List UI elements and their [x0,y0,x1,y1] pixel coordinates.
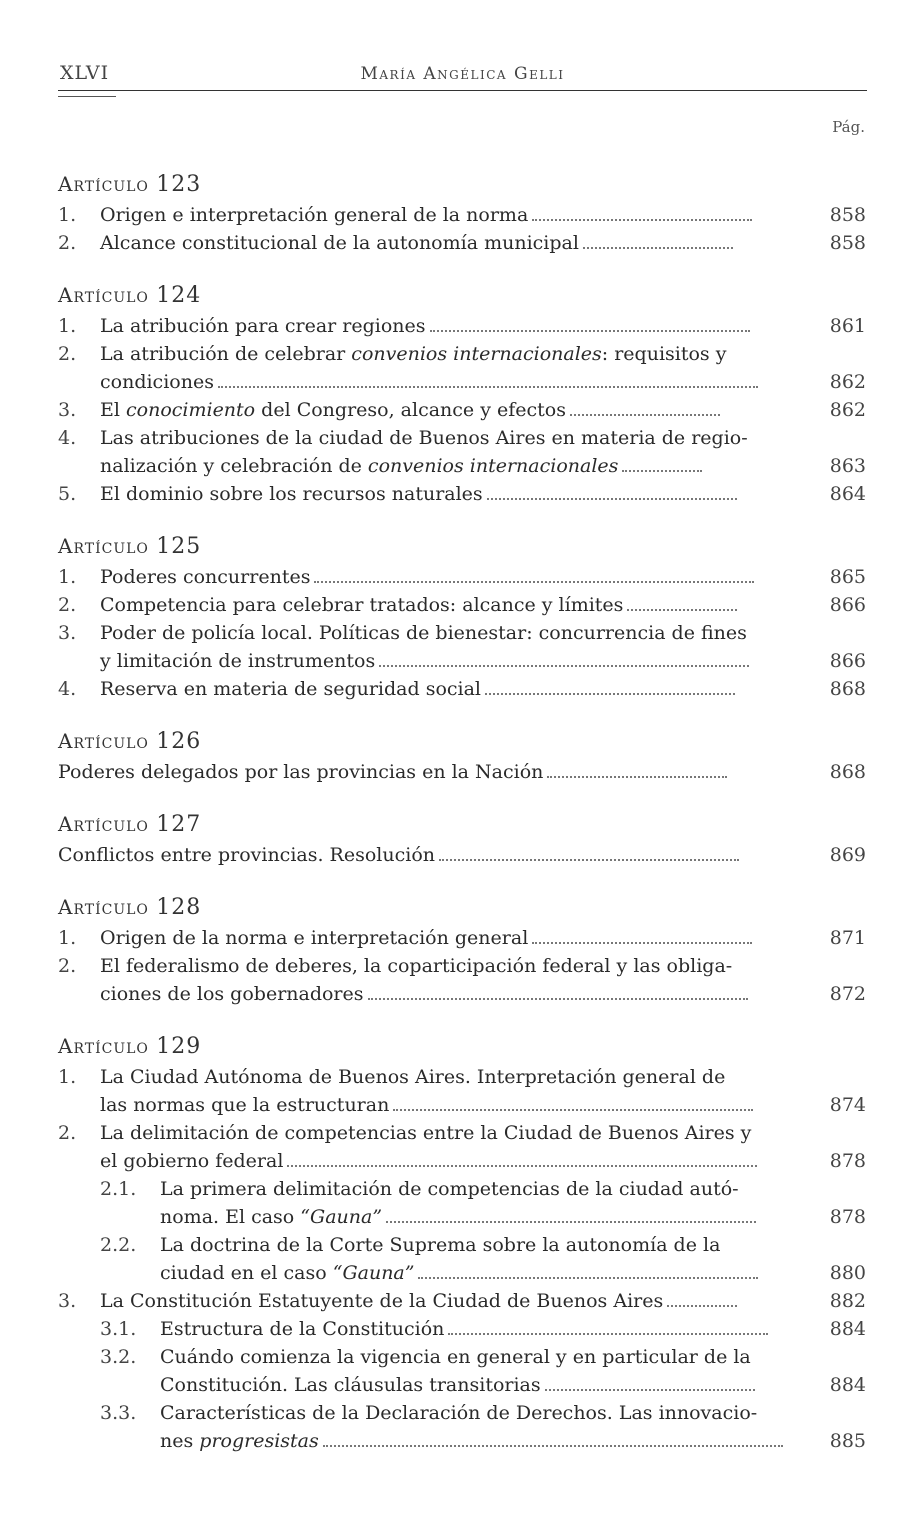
entry-number: 2. [58,1122,77,1144]
article-number: 125 [156,534,202,559]
entry-number: 3. [58,622,77,644]
toc-entry[interactable] [58,1119,868,1175]
entry-page: 882 [829,1290,866,1312]
toc-entry[interactable] [58,758,868,786]
toc-entry[interactable] [58,396,868,424]
entry-page: 878 [829,1206,866,1228]
toc-entry[interactable] [58,563,868,591]
article-number: 126 [156,729,202,754]
entry-number: 1. [58,204,77,226]
dot-leader [430,326,750,332]
running-author: María Angélica Gelli [360,64,565,84]
entry-title-part: condiciones [100,371,214,393]
entry-page: 884 [829,1374,866,1396]
dot-leader [622,466,702,472]
dot-leader [314,577,754,583]
toc-entry[interactable] [58,841,868,869]
entry-page: 863 [829,455,866,477]
article-number: 124 [156,283,202,308]
toc-entry[interactable] [58,201,868,229]
toc-entry[interactable] [58,952,868,1008]
toc-entry[interactable] [58,591,868,619]
entry-page: 872 [829,983,866,1005]
dot-leader [547,772,727,778]
article-129 [58,1030,868,1455]
entry-page: 862 [829,371,866,393]
dot-leader [448,1329,768,1335]
entry-title-part: ciudad en el caso [160,1262,333,1284]
entry-title-part: La delimitación de competencias entre la Ciudad de Buenos Aires y [100,1122,752,1144]
article-123 [58,168,868,257]
entry-title: Poderes delegados por las provincias en la Nación [58,761,544,783]
entry-title: Conflictos entre provincias. Resolución [58,844,436,866]
entry-title-italic: “Gauna” [300,1206,383,1228]
entry-title-part: La Ciudad Autónoma de Buenos Aires. Interpretación general de [100,1066,726,1088]
article-label: Artículo [58,172,149,196]
article-label: Artículo [58,283,149,307]
entry-title-italic: progresistas [199,1430,319,1452]
toc-entry[interactable] [58,924,868,952]
article-heading [58,808,868,841]
entry-title: Reserva en materia de seguridad social [100,678,482,700]
entry-number: 4. [58,678,77,700]
subentry-number: 3.3. [100,1402,137,1424]
dot-leader [485,689,735,695]
toc-entry[interactable] [58,424,868,480]
entry-number: 5. [58,483,77,505]
entry-page: 866 [829,594,866,616]
dot-leader [583,243,733,249]
article-label: Artículo [58,812,149,836]
dot-leader [627,605,737,611]
entry-title-part: del Congreso, alcance y efectos [255,399,566,421]
entry-title-part: Constitución. Las cláusulas transitorias [160,1374,541,1396]
article-number: 123 [156,172,202,197]
dot-leader [570,410,720,416]
entry-page: 880 [829,1262,866,1284]
article-label: Artículo [58,1034,149,1058]
dot-leader [532,938,752,944]
entry-title: Origen de la norma e interpretación general [100,927,529,949]
entry-number: 2. [58,955,77,977]
entry-title-italic: convenios internacionales [367,455,619,477]
entry-title-part: El federalismo de deberes, la coparticipación federal y las obliga- [100,955,733,977]
running-header [58,58,867,91]
entry-page: 884 [829,1318,866,1340]
dot-leader [368,994,748,1000]
entry-page: 868 [829,761,866,783]
dot-leader [487,494,737,500]
toc-entry[interactable] [58,312,868,340]
dot-leader [218,382,758,388]
toc-entry[interactable] [58,675,868,703]
article-124 [58,279,868,508]
entry-title: Competencia para celebrar tratados: alcance y límites [100,594,624,616]
entry-title-part: Las atribuciones de la ciudad de Buenos Aires en materia de regio- [100,427,748,449]
toc-entry[interactable] [58,1063,868,1119]
toc-entry[interactable] [58,229,868,257]
entry-title-part: nalización y celebración de [100,455,368,477]
subentry-number: 2.1. [100,1178,137,1200]
page-column-label: Pág. [832,118,865,136]
entry-page: 868 [829,678,866,700]
dot-leader [379,661,749,667]
table-of-contents [58,168,868,1477]
entry-title-part: el gobierno federal [100,1150,284,1172]
subentry-number: 3.1. [100,1318,137,1340]
article-125 [58,530,868,703]
article-127 [58,808,868,869]
toc-subentry[interactable] [58,1315,868,1343]
dot-leader [667,1301,737,1307]
entry-number: 1. [58,315,77,337]
entry-title-part: Cuándo comienza la vigencia en general y en particular de la [160,1346,751,1368]
entry-number: 2. [58,594,77,616]
entry-title-part: : requisitos y [601,343,727,365]
entry-title-part: ciones de los gobernadores [100,983,364,1005]
toc-subentry[interactable] [58,1231,868,1287]
entry-number: 1. [58,566,77,588]
entry-page: 885 [829,1430,866,1452]
dot-leader [393,1105,753,1111]
article-heading [58,530,868,563]
dot-leader [532,215,752,221]
dot-leader [545,1385,755,1391]
entry-title-part: La doctrina de la Corte Suprema sobre la autonomía de la [160,1234,721,1256]
entry-number: 1. [58,927,77,949]
article-heading [58,1030,868,1063]
entry-title: La atribución para crear regiones [100,315,426,337]
entry-page: 862 [829,399,866,421]
article-label: Artículo [58,895,149,919]
entry-number: 3. [58,1290,77,1312]
article-heading [58,168,868,201]
entry-title: Estructura de la Constitución [160,1318,445,1340]
entry-page: 869 [829,844,866,866]
entry-number: 2. [58,343,77,365]
entry-title: La Constitución Estatuyente de la Ciudad de Buenos Aires [100,1290,664,1312]
dot-leader [386,1217,756,1223]
entry-page: 858 [829,232,866,254]
entry-title-part: Poder de policía local. Políticas de bienestar: concurrencia de fines [100,622,747,644]
dot-leader [323,1441,783,1447]
toc-entry[interactable] [58,619,868,675]
article-126 [58,725,868,786]
toc-entry[interactable] [58,480,868,508]
article-heading [58,725,868,758]
article-heading [58,891,868,924]
entry-title-part: y limitación de instrumentos [100,650,376,672]
toc-subentry[interactable] [58,1175,868,1231]
entry-title-part: nes [160,1430,200,1452]
entry-title: Alcance constitucional de la autonomía municipal [100,232,579,254]
entry-page: 878 [829,1150,866,1172]
dot-leader [418,1273,758,1279]
dot-leader [287,1161,757,1167]
entry-title: Poderes concurrentes [100,566,311,588]
article-number: 128 [156,895,202,920]
page-folio: XLVI [60,62,110,84]
subentry-number: 2.2. [100,1234,137,1256]
entry-title-italic: “Gauna” [332,1262,415,1284]
entry-title-part: Características de la Declaración de Derechos. Las innovacio- [160,1402,758,1424]
entry-title-part: noma. El caso [160,1206,301,1228]
article-number: 129 [156,1034,202,1059]
entry-page: 865 [829,566,866,588]
toc-subentry[interactable] [58,1399,868,1455]
entry-title-part: La primera delimitación de competencias de la ciudad autó- [160,1178,739,1200]
entry-title: El dominio sobre los recursos naturales [100,483,483,505]
entry-title-part: las normas que la estructuran [100,1094,390,1116]
toc-subentry[interactable] [58,1343,868,1399]
article-label: Artículo [58,534,149,558]
subentry-number: 3.2. [100,1346,137,1368]
entry-title-part: El [100,399,126,421]
entry-number: 3. [58,399,77,421]
entry-number: 2. [58,232,77,254]
dot-leader [439,855,739,861]
article-label: Artículo [58,729,149,753]
entry-page: 874 [829,1094,866,1116]
entry-page: 858 [829,204,866,226]
entry-title-italic: conocimiento [126,399,256,421]
article-128 [58,891,868,1008]
folio-rule [58,96,116,97]
entry-title-italic: convenios internacionales [351,343,602,365]
entry-page: 864 [829,483,866,505]
entry-number: 1. [58,1066,77,1088]
toc-entry[interactable] [58,340,868,396]
entry-title: Origen e interpretación general de la norma [100,204,529,226]
article-heading [58,279,868,312]
entry-number: 4. [58,427,77,449]
entry-page: 866 [829,650,866,672]
entry-page: 861 [829,315,866,337]
entry-page: 871 [829,927,866,949]
toc-entry[interactable] [58,1287,868,1315]
entry-title-part: La atribución de celebrar [100,343,352,365]
article-number: 127 [156,812,202,837]
